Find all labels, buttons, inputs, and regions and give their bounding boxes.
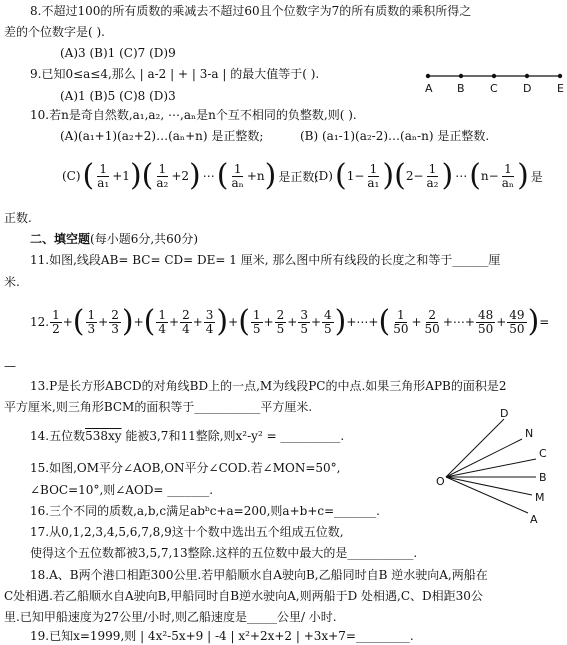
frac-1-a2: $\frac{1}{\text{a₂}}$: [156, 161, 169, 190]
q10-opt-b: (B) (a₁-1)(a₂-2)…(aₙ-n) 是正整数.: [300, 129, 490, 143]
point-e: [558, 74, 562, 78]
q10-tail: 正数.: [4, 211, 32, 225]
q14-text: 14.五位数538xy 能被3,7和11整除,则x²-y² = __________.: [30, 429, 345, 443]
q15-line1: 15.如图,OM平分∠AOB,ON平分∠COD.若∠MON=50°,: [30, 461, 341, 475]
q18-line1: 18.A、B两个港口相距300公里.若甲船顺水自A驶向B,乙船同时自B 逆水驶向A,两船在: [30, 568, 488, 582]
q8-line1: 8.不超过100的所有质数的乘减去不超过60且个位数字为7的所有质数的乘积所得之: [30, 4, 472, 18]
q8-options: (A)3 (B)1 (C)7 (D)9: [60, 46, 176, 60]
q16-text: 16.三个不同的质数,a,b,c满足abᵇc+a=200,则a+b+c=_______.: [30, 504, 380, 518]
q11-line2: 米.: [4, 275, 20, 289]
q9-options: (A)1 (B)5 (C)8 (D)3: [60, 89, 176, 103]
q13-line1: 13.P是长方形ABCD的对角线BD上的一点,M为线段PC的中点.如果三角形APB的面积是2: [30, 379, 507, 393]
label-a: A: [425, 82, 433, 95]
point-c: [492, 74, 496, 78]
q15-line2: ∠BOC=10°,则∠AOD= _______.: [30, 483, 214, 497]
q17-line2: 使得这个五位数都被3,5,7,13整除.这样的五位数中最大的是___________.: [30, 546, 418, 560]
q10-opt-a: (A)(a₁+1)(a₂+2)…(aₙ+n) 是正整数;: [60, 129, 264, 143]
q18-line2: C处相遇.若乙船顺水自A驶向B,甲船同时自B逆水驶向A,则两船于D 处相遇,C、D相距30公: [4, 589, 483, 603]
point-d: [525, 74, 529, 78]
label-a: A: [530, 513, 538, 525]
q10-opt-c: (C) ( $\frac{1}{\text{a₁}}$ +1 ) ( $\frac{1}{\text{a₂}}$ +2 ) ⋯ ( $\frac{1}{\text{aₙ}}$ +n ) 是正数;: [62, 158, 319, 193]
label-c: C: [539, 447, 547, 460]
section-title: 二、填空题(每小题6分,共60分): [30, 232, 199, 246]
q19-text: 19.已知x=1999,则 | 4x²-5x+9 | -4 | x²+2x+2 | +3x+7=_________.: [30, 629, 414, 643]
label-d: D: [500, 407, 509, 420]
frac-1-a1: $\frac{1}{\text{a₁}}$: [97, 161, 110, 190]
label-c: C: [490, 82, 498, 95]
ray-om: [446, 477, 532, 495]
q13-line2: 平方厘米,则三角形BCM的面积等于___________平方厘米.: [4, 400, 313, 414]
q12-expression: 12. $\frac{1}{2}$ + ( $\frac{1}{3}$ + $\frac{2}{3}$ ) + ( $\frac{1}{4}$ + $\frac{2}{4}$ + $\frac{3}{4}$ ) + ( $\frac{1}{5}$ + $\frac{2}{5}$ + $\frac{3}{5}$ + $\frac{4}{5}$ ) +⋯+ ( $\frac{1}{50}$ + $\frac{2}{50}$ +⋯+ $\frac{48}{50}$ + $\frac{49}{50}$ ) =: [30, 304, 550, 339]
ray-oc: [446, 459, 536, 477]
q11-line1: 11.如图,线段AB= BC= CD= DE= 1 厘米, 那么图中所有线段的长度之和等于______厘: [30, 253, 501, 267]
q14-number: 538xy: [85, 429, 122, 443]
ray-oa: [446, 477, 528, 513]
rays-figure: [430, 405, 567, 525]
label-e: E: [557, 82, 564, 95]
ray-od: [446, 419, 504, 477]
frac-1-an: $\frac{1}{\text{aₙ}}$: [231, 161, 244, 190]
point-a: [426, 74, 430, 78]
q9-stem: 9.已知0≤a≤4,那么 | a-2 | + | 3-a | 的最大值等于( ).: [30, 67, 320, 81]
q18-line3: 里.已知甲船速度为27公里/小时,则乙船速度是_____公里/ 小时.: [4, 610, 337, 624]
label-b: B: [457, 82, 465, 95]
q17-line1: 17.从0,1,2,3,4,5,6,7,8,9这十个数中选出五个组成五位数,: [30, 525, 344, 539]
segment-figure: [420, 62, 567, 98]
q10-opt-d: (D) ( 1− $\frac{1}{\text{a₁}}$ ) ( 2− $\frac{1}{\text{a₂}}$ ) ⋯ ( n− $\frac{1}{\text{aₙ}}$ ) 是: [314, 158, 543, 193]
label-o: O: [436, 475, 445, 488]
q12-tail: —: [4, 359, 16, 373]
q10-stem: 10.若n是奇自然数,a₁,a₂, ⋯,aₙ是n个互不相同的负整数,则( ).: [30, 108, 357, 122]
point-b: [459, 74, 463, 78]
label-n: N: [525, 427, 534, 440]
label-m: M: [535, 491, 545, 504]
label-d: D: [523, 82, 532, 95]
label-b: B: [539, 471, 547, 484]
ray-on: [446, 439, 522, 477]
q8-line2: 差的个位数字是( ).: [4, 25, 105, 39]
